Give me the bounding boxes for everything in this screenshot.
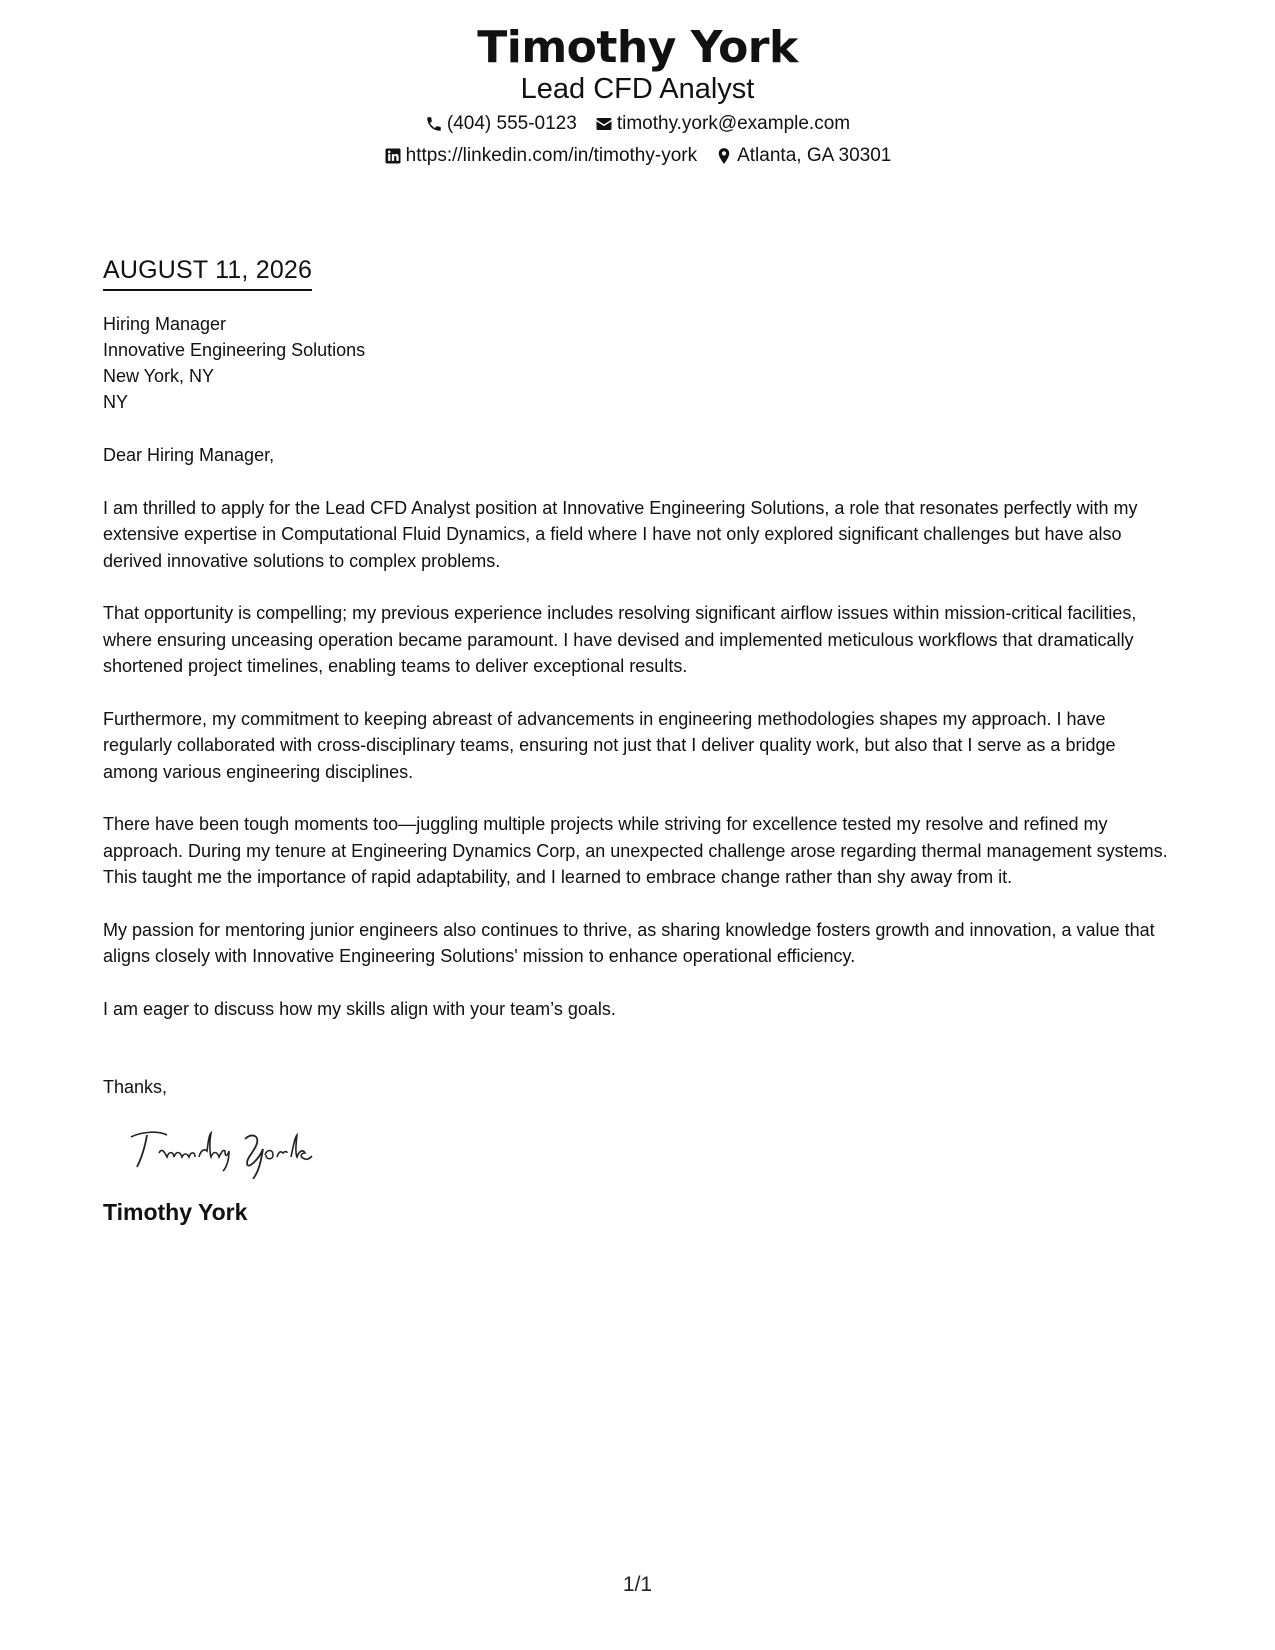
contact-phone xyxy=(425,112,577,136)
handwritten-signature xyxy=(125,1123,365,1179)
applicant-name: Timothy York xyxy=(477,22,798,73)
map-pin-icon xyxy=(715,147,733,165)
envelope-icon xyxy=(595,115,613,133)
recipient-line: New York, NY xyxy=(103,366,215,386)
phone-icon xyxy=(425,115,443,133)
body-paragraph: Furthermore, my commitment to keeping abreast of advancements in engineering methodologies shapes my approach. I have regularly collaborated with cross-disciplinary teams, ensuring not just that I deliver quality work, but also that I serve as a bridge among various engineering disciplines. xyxy=(103,708,1116,782)
recipient-line: Innovative Engineering Solutions xyxy=(103,340,366,360)
signer-name: Timothy York xyxy=(103,1198,248,1225)
body-paragraph: There have been tough moments too—juggling multiple projects while striving for excellence tested my resolve and refined my approach. During my tenure at Engineering Dynamics Corp, an unexpected challenge arose regarding thermal management systems. This taught me the importance of rapid adaptability, and I learned to embrace change rather than shy away from it. xyxy=(103,814,1168,887)
recipient-line: Hiring Manager xyxy=(103,314,227,334)
letter-body xyxy=(103,254,1173,1227)
body-paragraph: I am eager to discuss how my skills align with your team’s goals. xyxy=(103,998,616,1019)
contact-email[interactable] xyxy=(595,112,850,136)
linkedin-icon xyxy=(384,147,402,165)
recipient-block xyxy=(103,311,1173,415)
letter-header xyxy=(0,22,1275,168)
recipient-line: NY xyxy=(103,392,129,412)
page-number: 1/1 xyxy=(622,1573,653,1596)
location-text: Atlanta, GA 30301 xyxy=(737,145,892,166)
linkedin-url[interactable]: https://linkedin.com/in/timothy-york xyxy=(405,145,698,166)
salutation: Dear Hiring Manager, xyxy=(103,445,275,465)
body-paragraph: My passion for mentoring junior engineers also continues to thrive, as sharing knowledge fosters growth and innovation, a value that aligns closely with Innovative Engineering Solutions' mission to enhance operational efficiency. xyxy=(103,919,1155,966)
contact-row-primary xyxy=(0,112,1275,136)
email-address[interactable]: timothy.york@example.com xyxy=(616,113,851,134)
phone-number: (404) 555-0123 xyxy=(446,113,577,134)
applicant-title: Lead CFD Analyst xyxy=(520,73,755,105)
contact-location xyxy=(715,144,891,168)
contact-row-secondary xyxy=(0,144,1275,168)
body-paragraph: That opportunity is compelling; my previous experience includes resolving significant airflow issues within mission-critical facilities, where ensuring unceasing operation became paramount. I have devised and implemented meticulous workflows that dramatically shortened project timelines, enabling teams to deliver exceptional results. xyxy=(103,603,1137,676)
letter-date: AUGUST 11, 2026 xyxy=(103,254,312,291)
contact-linkedin[interactable] xyxy=(384,144,697,168)
body-paragraph: I am thrilled to apply for the Lead CFD Analyst position at Innovative Engineering Solutions, a role that resonates perfectly with my extensive expertise in Computational Fluid Dynamics, a field where I have not only explored significant challenges but have also derived innovative solutions to complex problems. xyxy=(103,497,1138,571)
closing: Thanks, xyxy=(103,1077,168,1097)
